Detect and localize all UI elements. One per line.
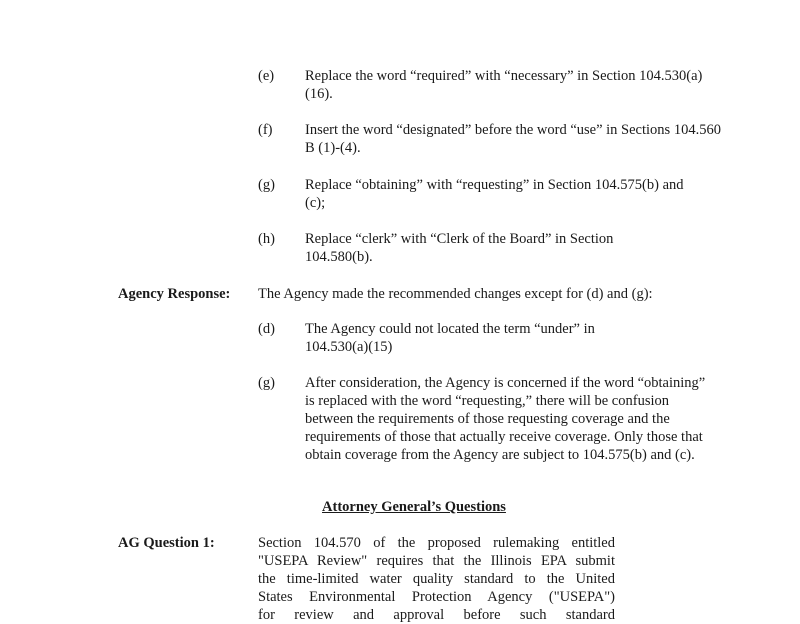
ag-question-1-line: "USEPA Review" requires that the Illinois EPA submit [258, 553, 615, 569]
item-text-e: Replace the word “required” with “necessary” in Section 104.530(a)(16). [305, 68, 703, 102]
item-text-h: Replace “clerk” with “Clerk of the Board” in Section 104.580(b). [305, 231, 614, 265]
response-item-text-d: The Agency could not located the term “under” in 104.530(a)(15) [305, 321, 595, 355]
response-item-label-g: (g) [258, 375, 275, 391]
item-label-g: (g) [258, 177, 275, 193]
item-label-f: (f) [258, 122, 273, 138]
ag-question-1-text [258, 534, 615, 624]
section-heading: Attorney General’s Questions [322, 499, 506, 515]
ag-question-1-line: for review and approval before such standard [258, 607, 615, 623]
ag-question-1-line: the time-limited water quality standard to the United [258, 571, 615, 587]
item-label-h: (h) [258, 231, 275, 247]
response-item-text-g: After consideration, the Agency is concerned if the word “obtaining” is replaced with the word “requesting,” there will be confusion between the requirements of those requesting coverage and the requirements of those that actually receive coverage. Only those that obtain coverage from the Agency are subject to 104.575(b) and (c). [305, 375, 706, 463]
ag-question-1-label: AG Question 1: [118, 535, 215, 551]
ag-question-1-line: Section 104.570 of the proposed rulemaking entitled [258, 535, 615, 551]
item-text-g: Replace “obtaining” with “requesting” in Section 104.575(b) and (c); [305, 177, 684, 211]
ag-question-1-line: States Environmental Protection Agency ("USEPA") [258, 589, 615, 605]
agency-response-text: The Agency made the recommended changes except for (d) and (g): [258, 286, 653, 302]
item-label-e: (e) [258, 68, 275, 84]
agency-response-label: Agency Response: [118, 286, 231, 302]
item-text-f: Insert the word “designated” before the word “use” in Sections 104.560 B (1)-(4). [305, 122, 721, 156]
response-item-label-d: (d) [258, 321, 275, 337]
